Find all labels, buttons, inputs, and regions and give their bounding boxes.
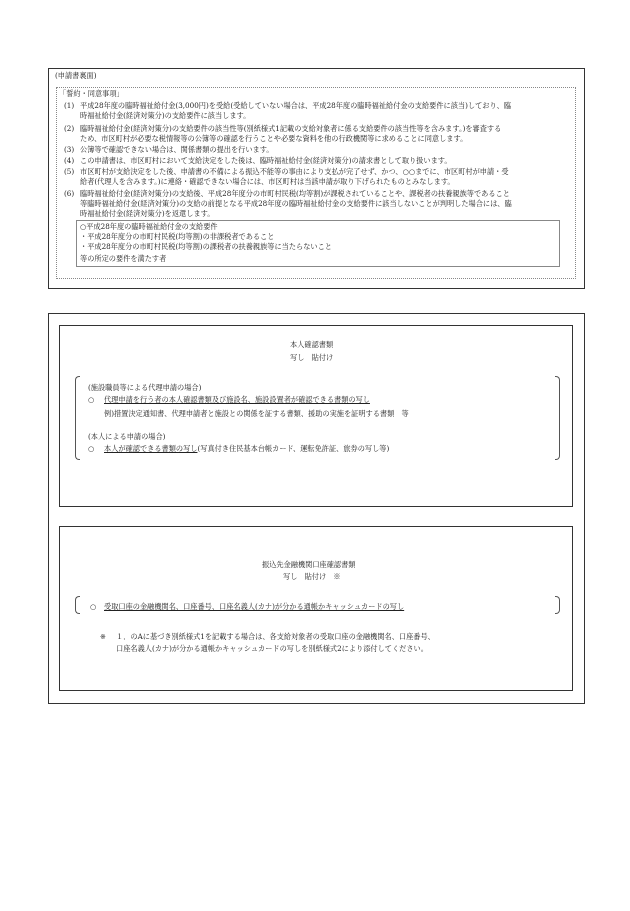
identity-bracket-left bbox=[75, 376, 80, 460]
proxy-item: 代理申請を行う者の本人確認書類及び施設名、施設設置者が確認できる書類の写し bbox=[104, 395, 370, 404]
consent-line: 臨時福祉給付金(経済対策分)の支給要件の該当性等(別紙様式1記載の支給対象者に係る支給要件の該当性等を含みます。)を審査する bbox=[80, 124, 502, 133]
bank-subtitle: 写し 貼付け ※ bbox=[283, 572, 341, 581]
consent-no-4: (4) bbox=[64, 156, 75, 165]
consent-line: 平成28年度の臨時福祉給付金(3,000円)を受給(受給していない場合は、平成28年度の臨時福祉給付金の支給要件に該当)しており、臨 bbox=[80, 101, 512, 110]
consent-no-1: (1) bbox=[64, 101, 75, 110]
consent-line: 等臨時福祉給付金(経済対策分)の支給の前提となる平成28年度の臨時福祉給付金の支給要件に該当しないことが判明した場合には、臨 bbox=[80, 199, 512, 208]
bank-bracket-left bbox=[75, 596, 80, 614]
identity-bracket-right bbox=[555, 376, 560, 460]
consent-line: 市区町村が支給決定をした後、申請書の不備による振込不能等の事由により支払が完了せず、かつ、○○までに、市区町村が申請・受 bbox=[80, 167, 509, 176]
proxy-heading: (施設職員等による代理申請の場合) bbox=[88, 383, 202, 392]
proxy-example: 例)措置決定通知書、代理申請者と施設との関係を証する書類、援助の実施を証明する書類 等 bbox=[104, 409, 409, 418]
bank-note-line: １．のAに基づき別紙様式1を記載する場合は、各支給対象者の受取口座の金融機関名、口座番号、 bbox=[116, 632, 435, 641]
self-item bbox=[104, 445, 389, 452]
bank-note-mark: ※ bbox=[100, 632, 107, 641]
bank-item-mark: ○ bbox=[90, 602, 97, 611]
requirements-line: ・平成28年度分の市町村民税(均等割)の課税者の扶養親族等に当たらないこと bbox=[80, 242, 332, 251]
bank-note-line: 口座名義人(カナ)が分かる通帳かキャッシュカードの写しを別紙様式2により添付してください。 bbox=[116, 644, 428, 653]
consent-line: 臨時福祉給付金(経済対策分)の支給後、平成28年度分の市町村民税(均等割)が課税されていることや、課税者の扶養親族等であること bbox=[80, 189, 510, 198]
self-item-rest: (写真付き住民基本台帳カード、運転免許証、旅券の写し等) bbox=[197, 444, 390, 453]
self-item-underlined: 本人が確認できる書類の写し bbox=[104, 444, 198, 453]
self-heading: (本人による申請の場合) bbox=[88, 432, 166, 441]
identity-title: 本人確認書類 bbox=[290, 340, 334, 349]
consent-no-6: (6) bbox=[64, 189, 75, 198]
self-item-mark: ○ bbox=[88, 444, 95, 453]
requirements-line: ○平成28年度の臨時福祉給付金の支給要件 bbox=[80, 222, 218, 231]
consent-line: 給者(代理人を含みます。)に連絡・確認できない場合には、市区町村は当該申請が取り下げられたものとみなします。 bbox=[80, 177, 455, 186]
proxy-item-mark: ○ bbox=[88, 395, 95, 404]
bank-bracket-right bbox=[555, 596, 560, 614]
bank-item: 受取口座の金融機関名、口座番号、口座名義人(カナ)が分かる通帳かキャッシュカードの写し bbox=[104, 602, 405, 611]
requirements-line: ・平成28年度分の市町村民税(均等割)の非課税者であること bbox=[80, 232, 275, 241]
identity-subtitle: 写し 貼付け bbox=[290, 353, 334, 362]
consent-line: 公簿等で確認できない場合は、関係書類の提出を行います。 bbox=[80, 145, 274, 154]
consent-line: 時福祉給付金(経済対策分)を返還します。 bbox=[80, 209, 215, 218]
consent-line: この申請書は、市区町村において支給決定をした後は、臨時福祉給付金(経済対策分)の請求書として取り扱います。 bbox=[80, 156, 452, 165]
consent-no-2: (2) bbox=[64, 124, 75, 133]
bank-title: 振込先金融機関口座確認書類 bbox=[262, 560, 356, 569]
consent-line: ため、市区町村が必要な税情報等の公簿等の確認を行うことや必要な資料を他の行政機関等に求めることに同意します。 bbox=[80, 134, 468, 143]
consent-no-3: (3) bbox=[64, 145, 75, 154]
consent-heading: 「誓約・同意事項」 bbox=[59, 89, 124, 98]
page-header: (申請書裏面) bbox=[55, 71, 97, 80]
consent-line: 時福祉給付金(経済対策分)の支給要件に該当します。 bbox=[80, 111, 251, 120]
requirements-line: 等の所定の要件を満たす者 bbox=[80, 254, 167, 263]
consent-no-5: (5) bbox=[64, 167, 75, 176]
